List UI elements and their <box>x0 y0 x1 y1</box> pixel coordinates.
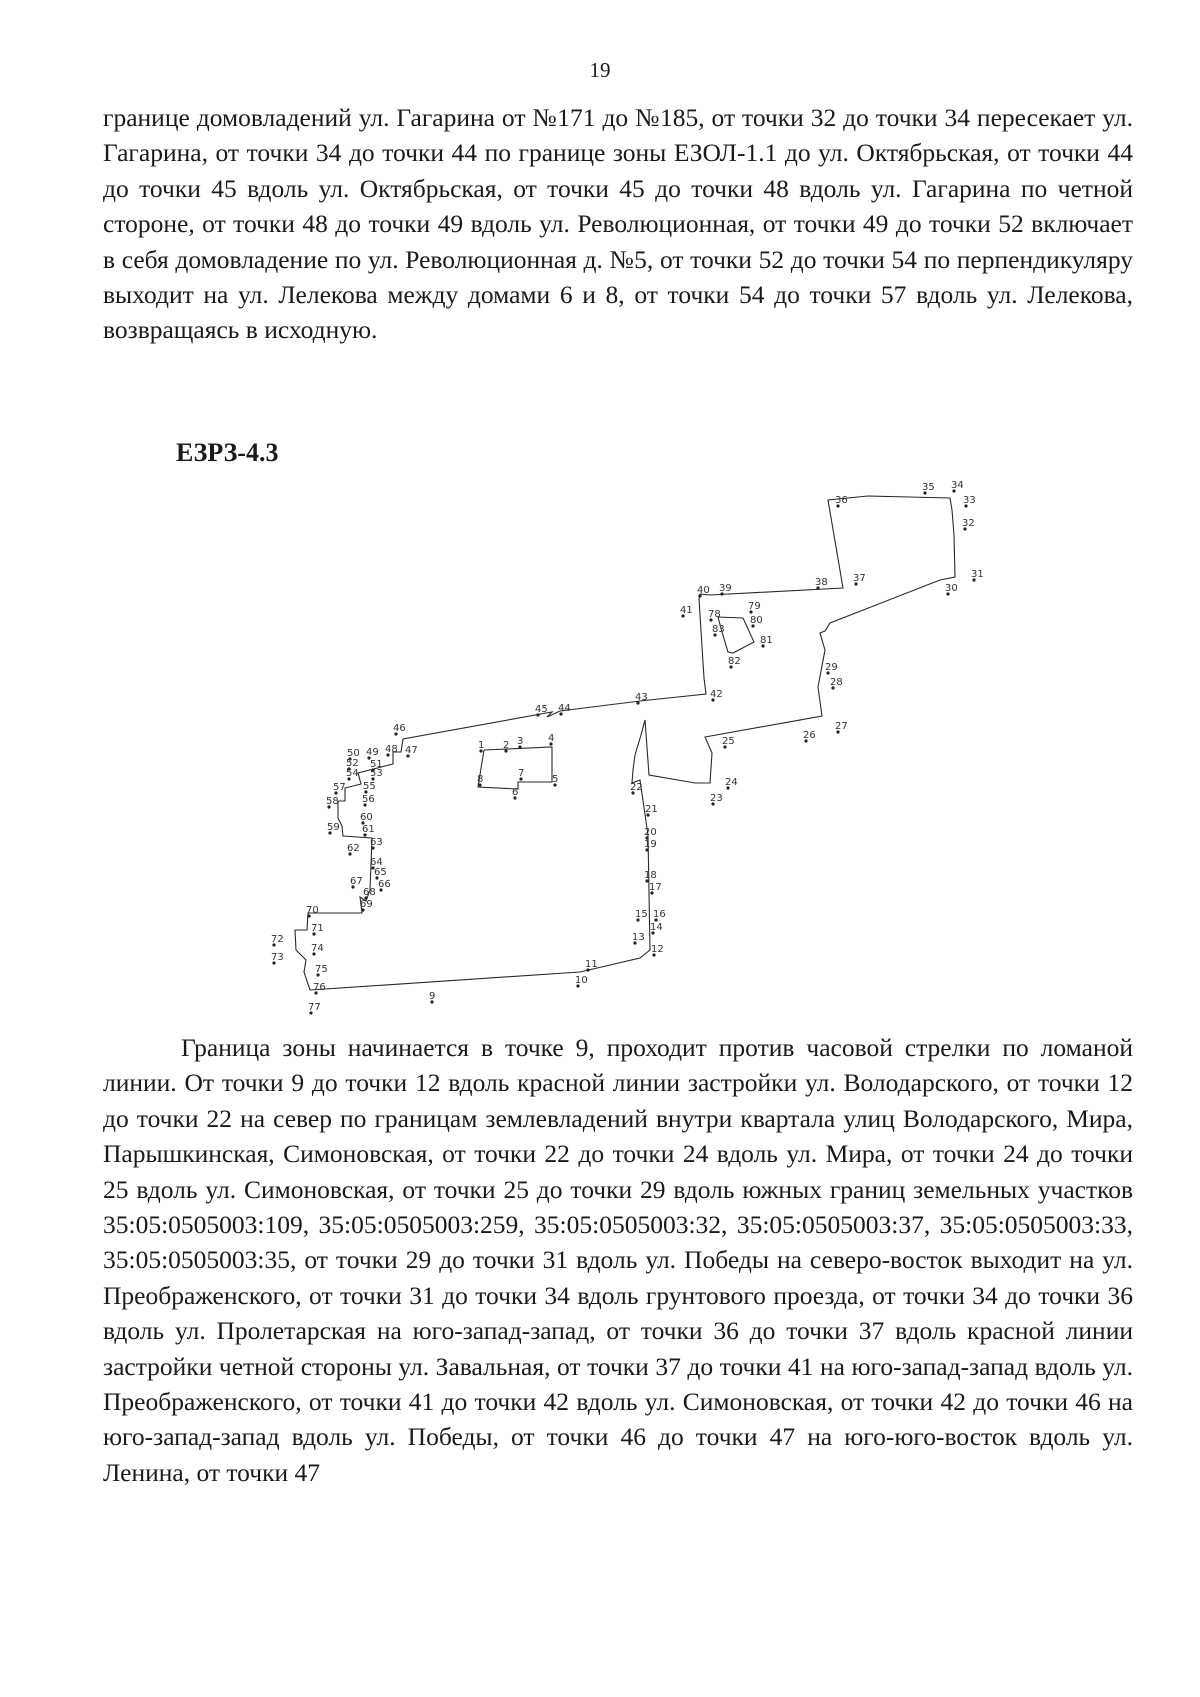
point-label-10: 10 <box>575 975 588 986</box>
point-label-34: 34 <box>951 480 964 491</box>
point-label-64: 64 <box>370 857 383 868</box>
point-label-61: 61 <box>362 824 375 835</box>
point-label-62: 62 <box>347 843 360 854</box>
point-label-41: 41 <box>680 605 693 616</box>
point-label-48: 48 <box>385 744 398 755</box>
point-label-11: 11 <box>585 959 598 970</box>
point-label-83: 83 <box>712 624 725 635</box>
paragraph-top: границе домовладений ул. Гагарина от №171 до №185, от точки 32 до точки 34 пересекает ул. Гагарина, от точки 34 до точки 44 по границе зоны ЕЗОЛ-1.1 до ул. Октябрьская, от точки 44 до точки 45 вдоль ул. Октябрьская, от точки 45 до точки 48 вдоль ул. Гагарина по четной стороне, от точки 48 до точки 49 вдоль ул. Революционная, от точки 49 до точки 52 включает в себя домовладение по ул. Революционная д. №5, от точки 52 до точки 54 по перпендикуляру выходит на ул. Лелекова между домами 6 и 8, от точки 54 до точки 57 вдоль ул. Лелекова, возвращаясь в исходную. <box>103 103 1133 345</box>
point-label-77: 77 <box>308 1002 321 1013</box>
point-label-44: 44 <box>558 703 571 714</box>
point-label-69: 69 <box>360 899 373 910</box>
point-label-59: 59 <box>327 822 340 833</box>
point-label-55: 55 <box>363 781 376 792</box>
point-label-39: 39 <box>719 583 732 594</box>
point-label-7: 7 <box>518 768 525 779</box>
point-label-57: 57 <box>333 782 346 793</box>
point-label-24: 24 <box>725 777 738 788</box>
point-label-51: 51 <box>370 759 383 770</box>
point-label-43: 43 <box>635 692 648 703</box>
point-label-45: 45 <box>535 704 548 715</box>
point-label-76: 76 <box>313 982 326 993</box>
point-label-67: 67 <box>350 876 363 887</box>
point-label-65: 65 <box>374 867 387 878</box>
point-label-27: 27 <box>835 721 848 732</box>
point-label-60: 60 <box>360 812 373 823</box>
point-label-17: 17 <box>649 882 662 893</box>
point-label-80: 80 <box>750 615 763 626</box>
point-label-52: 52 <box>346 758 359 769</box>
point-label-32: 32 <box>962 518 975 529</box>
point-label-15: 15 <box>635 909 648 920</box>
point-label-40: 40 <box>697 585 710 596</box>
point-labels <box>271 480 984 1013</box>
zone-boundary-map <box>250 478 1010 1018</box>
point-label-19: 19 <box>644 839 657 850</box>
point-label-75: 75 <box>315 964 328 975</box>
point-label-31: 31 <box>971 569 984 580</box>
point-label-81: 81 <box>760 635 773 646</box>
point-label-21: 21 <box>645 804 658 815</box>
point-label-66: 66 <box>378 879 391 890</box>
point-label-37: 37 <box>853 573 866 584</box>
point-label-72: 72 <box>271 934 284 945</box>
point-label-73: 73 <box>271 952 284 963</box>
point-label-6: 6 <box>512 787 519 798</box>
point-label-22: 22 <box>630 782 643 793</box>
point-label-30: 30 <box>945 583 958 594</box>
point-label-3: 3 <box>517 736 524 747</box>
point-label-8: 8 <box>477 774 484 785</box>
point-label-74: 74 <box>311 943 324 954</box>
point-label-33: 33 <box>963 495 976 506</box>
point-label-20: 20 <box>644 827 657 838</box>
point-label-9: 9 <box>429 991 436 1002</box>
point-label-78: 78 <box>708 609 721 620</box>
point-label-70: 70 <box>306 905 319 916</box>
point-label-2: 2 <box>503 740 510 751</box>
page-number: 19 <box>589 58 611 82</box>
point-label-13: 13 <box>632 932 645 943</box>
point-label-63: 63 <box>370 837 383 848</box>
point-label-58: 58 <box>326 796 339 807</box>
point-label-23: 23 <box>710 793 723 804</box>
point-label-5: 5 <box>552 774 559 785</box>
point-label-18: 18 <box>644 870 657 881</box>
point-label-14: 14 <box>650 922 663 933</box>
point-label-4: 4 <box>548 733 555 744</box>
point-label-1: 1 <box>478 740 485 751</box>
point-label-12: 12 <box>651 944 664 955</box>
point-label-50: 50 <box>347 748 360 759</box>
point-label-38: 38 <box>815 577 828 588</box>
point-label-53: 53 <box>370 768 383 779</box>
point-label-71: 71 <box>311 923 324 934</box>
point-label-82: 82 <box>728 656 741 667</box>
boundary-lines <box>295 496 955 990</box>
point-label-26: 26 <box>803 730 816 741</box>
point-label-46: 46 <box>393 723 406 734</box>
point-label-47: 47 <box>405 745 418 756</box>
point-label-42: 42 <box>710 689 723 700</box>
paragraph-bottom: Граница зоны начинается в точке 9, проходит против часовой стрелки по ломаной линии. От точки 9 до точки 12 вдоль красной линии застройки ул. Володарского, от точки 12 до точки 22 на север по границам землевладений внутри квартала улиц Володарского, Мира, Парышкинская, Симоновская, от точки 22 до точки 24 вдоль ул. Мира, от точки 24 до точки 25 вдоль ул. Симоновская, от точки 25 до точки 29 вдоль южных границ земельных участков 35:05:0505003:109, 35:05:0505003:259, 35:05:0505003:32, 35:05:0505003:37, 35:05:0505003:33, 35:05:0505003:35, от точки 29 до точки 31 вдоль ул. Победы на северо-восток выходит на ул. Преображенского, от точки 31 до точки 34 вдоль грунтового проезда, от точки 34 до точки 36 вдоль ул. Пролетарская на юго-запад-запад, от точки 36 до точки 37 вдоль красной линии застройки четной стороны ул. Завальная, от точки 37 до точки 41 на юго-запад-запад вдоль ул. Преображенского, от точки 41 до точки 42 вдоль ул. Симоновская, от точки 42 до точки 46 на юго-запад-запад вдоль ул. Победы, от точки 46 до точки 47 на юго-юго-восток вдоль ул. Ленина, от точки 47 <box>103 1033 1133 1487</box>
point-label-49: 49 <box>366 747 379 758</box>
point-label-54: 54 <box>346 768 359 779</box>
section-heading: ЕЗРЗ-4.3 <box>176 438 279 467</box>
point-label-35: 35 <box>922 482 935 493</box>
point-label-79: 79 <box>748 601 761 612</box>
point-label-16: 16 <box>653 909 666 920</box>
point-label-25: 25 <box>722 736 735 747</box>
point-label-68: 68 <box>363 887 376 898</box>
point-label-56: 56 <box>362 794 375 805</box>
point-label-28: 28 <box>830 677 843 688</box>
point-label-36: 36 <box>835 495 848 506</box>
point-label-29: 29 <box>825 662 838 673</box>
